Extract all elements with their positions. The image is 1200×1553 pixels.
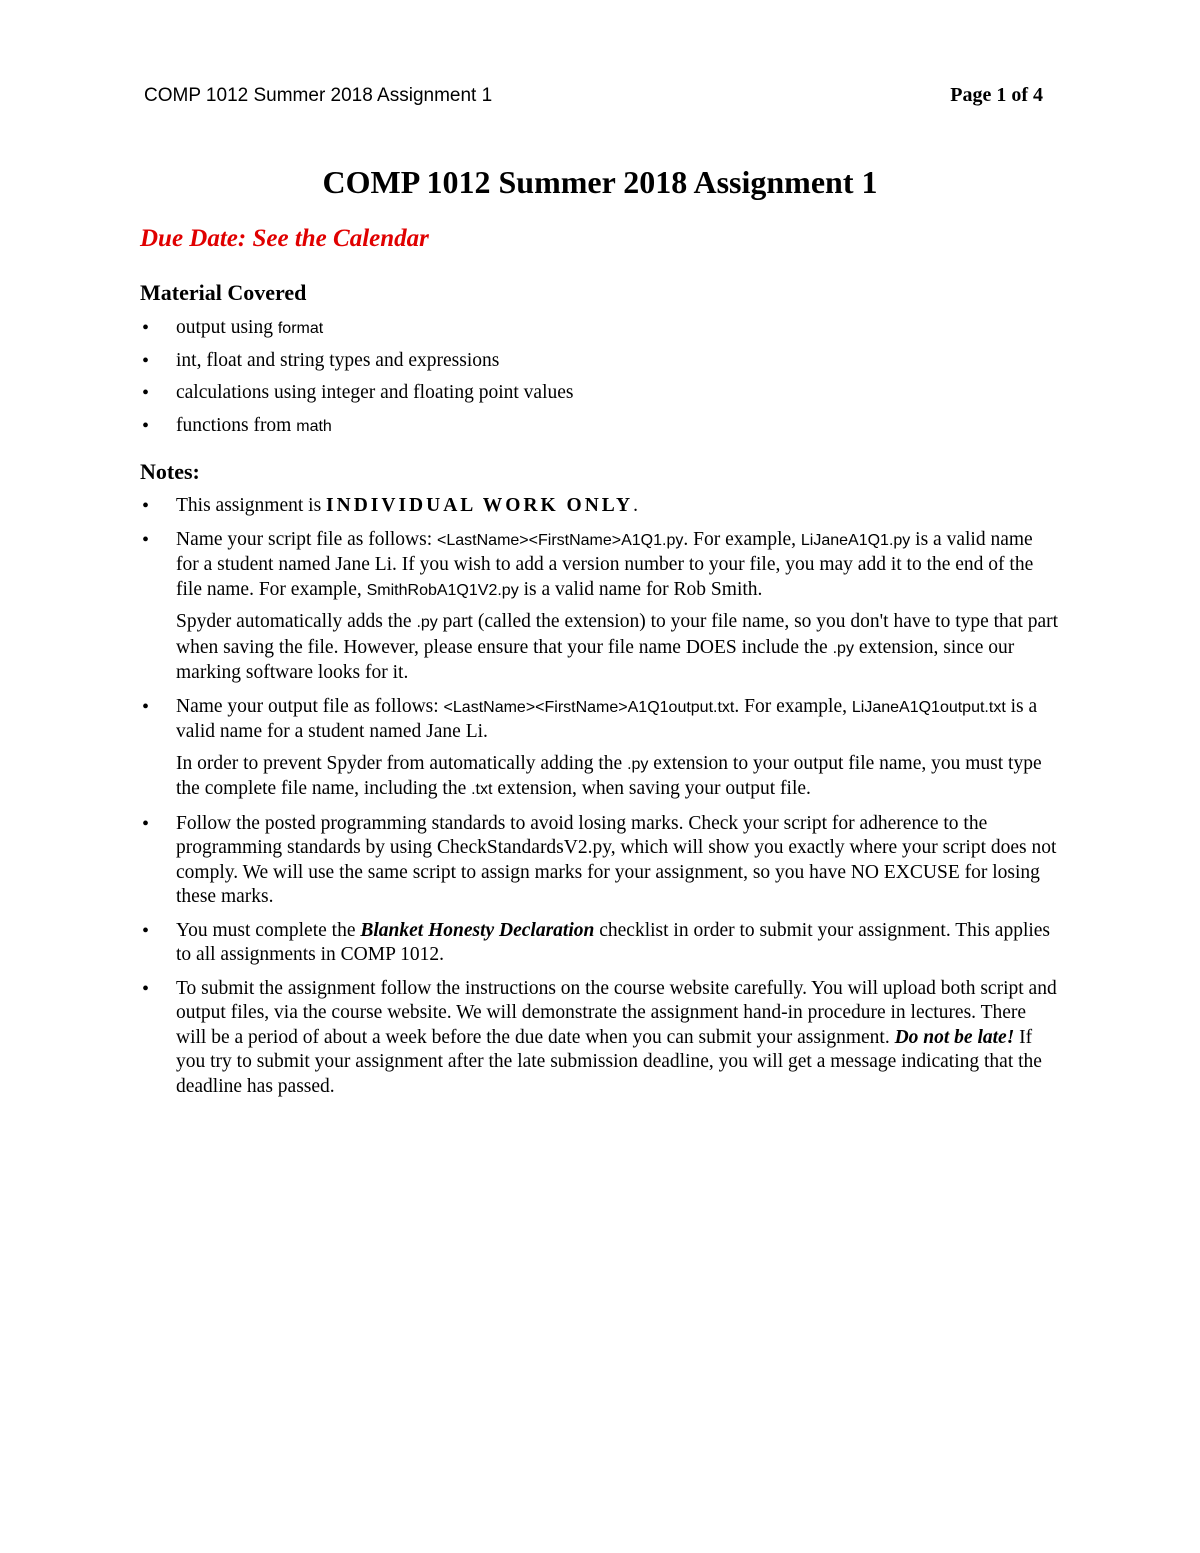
material-list [140, 314, 1060, 444]
notes-heading: Notes: [140, 459, 200, 484]
page-header [144, 84, 1043, 107]
header-title: COMP 1012 Summer 2018 Assignment 1 [144, 85, 493, 106]
list-item: • To submit the assignment follow the instructions on the course website carefully. You will upload both script and output files, via the course website. We will demonstrate the assignment hand-in procedure in lectures. There will be a period of about a week before the due date when you can submit your assignment. Do not be late! If you try to submit your assignment after the late submission deadline, you will get a message indicating that the deadline has passed. [140, 977, 1060, 1100]
material-heading: Material Covered [140, 280, 307, 305]
list-item: • int, float and string types and expressions [140, 347, 1060, 380]
list-item: • You must complete the Blanket Honesty Declaration checklist in order to submit your assignment. This applies to all assignments in COMP 1012. [140, 919, 1060, 968]
list-item: • output using format [140, 314, 1060, 347]
list-item: • This assignment is INDIVIDUAL WORK ONLY. [140, 494, 1060, 519]
document-title: COMP 1012 Summer 2018 Assignment 1 [322, 164, 878, 200]
list-item: • functions from math [140, 412, 1060, 445]
list-item: • Name your output file as follows: <LastName><FirstName>A1Q1output.txt. For example, LiJaneA1Q1output.txt is a valid name for a student named Jane Li. In order to prevent Spyder from automatically adding the .py extension to your output file name, you must type the complete file name, including the .txt extension, when saving your output file. [140, 695, 1060, 803]
due-date: Due Date: See the Calendar [140, 225, 429, 252]
notes-list [140, 494, 1060, 1108]
list-item: • calculations using integer and floating point values [140, 379, 1060, 412]
list-item: • Name your script file as follows: <LastName><FirstName>A1Q1.py. For example, LiJaneA1Q1.py is a valid name for a student named Jane Li. If you wish to add a version number to your file, you may add it to the end of the file name. For example, SmithRobA1Q1V2.py is a valid name for Rob Smith. Spyder automatically adds the .py part (called the extension) to your file name, so you don't have to type that part when saving the file. However, please ensure that your file name DOES include the .py extension, since our marking software looks for it. [140, 528, 1060, 686]
list-item: • Follow the posted programming standards to avoid losing marks. Check your script for adherence to the programming standards by using CheckStandardsV2.py, which will show you exactly where your script does not comply. We will use the same script to assign marks for your assignment, so you have NO EXCUSE for losing these marks. [140, 812, 1060, 910]
page-number: Page 1 of 4 [950, 84, 1043, 106]
